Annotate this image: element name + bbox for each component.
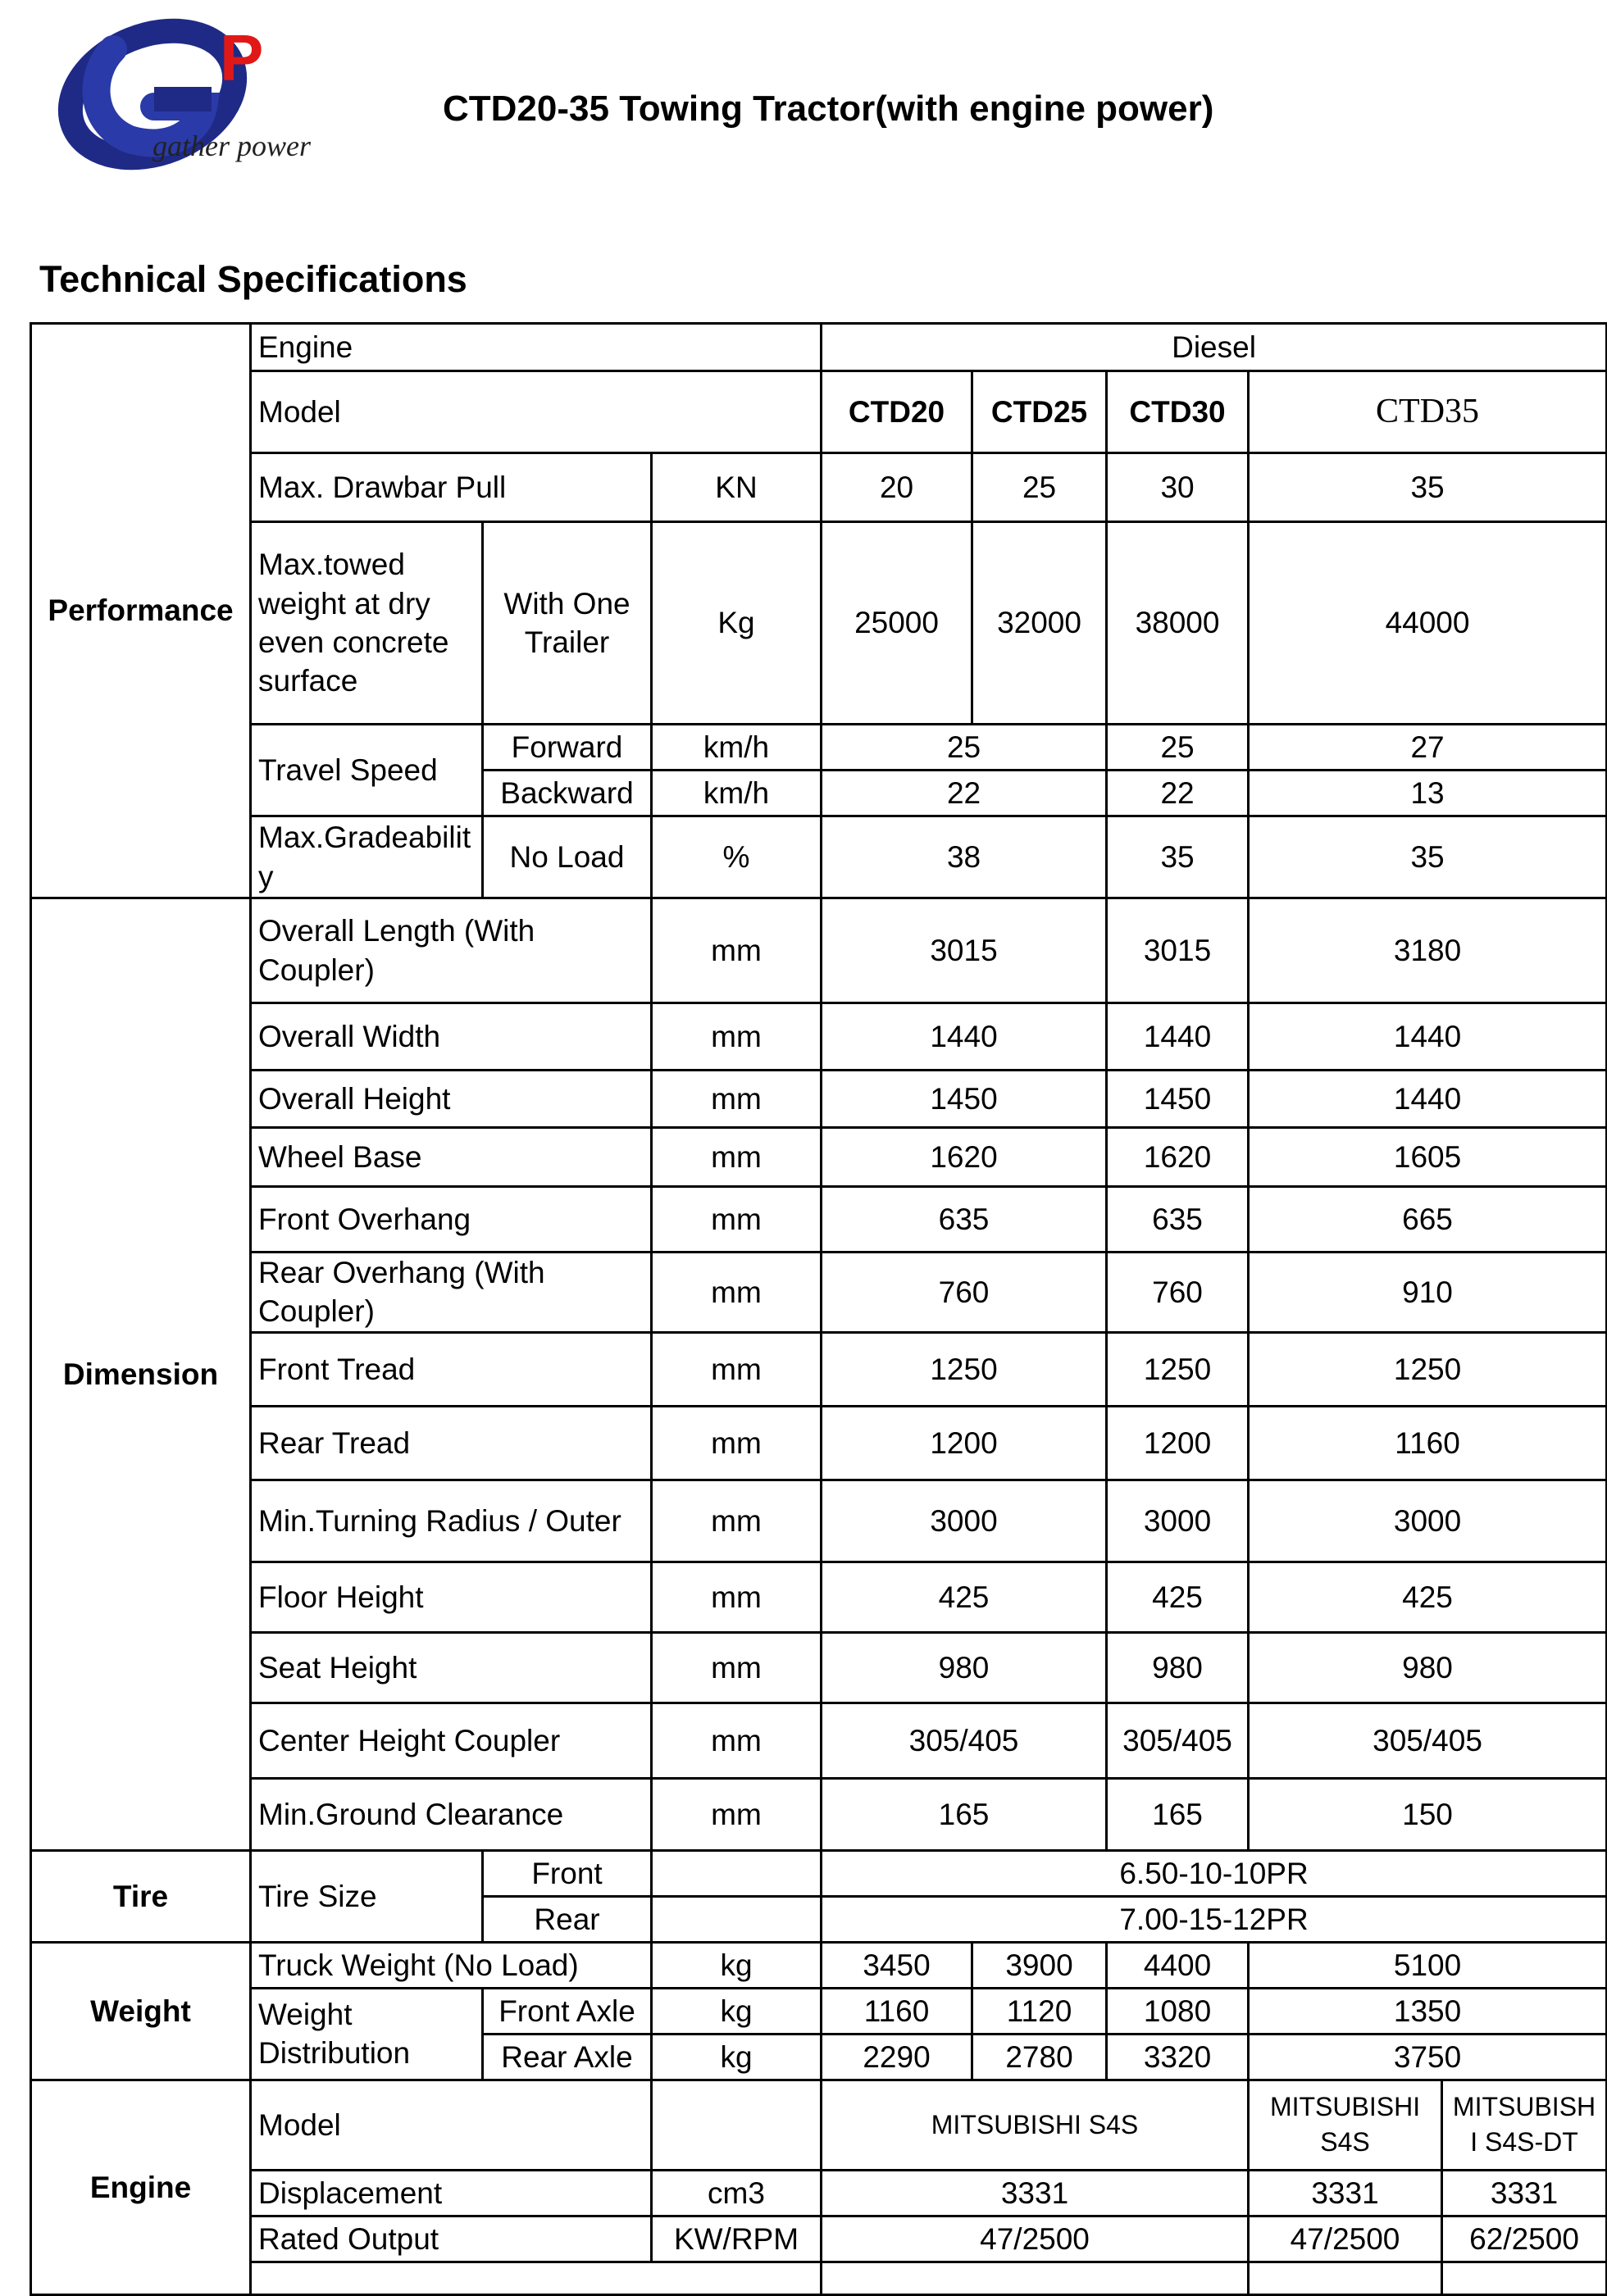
value-cell: 47/2500 xyxy=(822,2216,1249,2262)
dimension-label: Center Height Coupler xyxy=(251,1703,652,1778)
value-cell: 1250 xyxy=(1107,1332,1249,1406)
value-cell: 47/2500 xyxy=(1249,2216,1442,2262)
empty-cell xyxy=(1442,2262,1607,2294)
table-row xyxy=(31,324,1607,371)
truck-weight-unit: kg xyxy=(652,1942,822,1988)
empty-cell xyxy=(1249,2262,1442,2294)
engine-model-label: Model xyxy=(251,2080,652,2170)
table-row xyxy=(31,1128,1607,1187)
value-cell: 1450 xyxy=(822,1071,1107,1128)
dimension-label: Rear Tread xyxy=(251,1406,652,1480)
dimension-unit: mm xyxy=(652,1632,822,1703)
dimension-label: Overall Height xyxy=(251,1071,652,1128)
value-cell: 1120 xyxy=(972,1988,1107,2034)
dimension-unit: mm xyxy=(652,1480,822,1562)
model-ctd25: CTD25 xyxy=(972,371,1107,453)
value-cell: 2290 xyxy=(822,2034,972,2080)
dimension-unit: mm xyxy=(652,1128,822,1187)
table-row xyxy=(31,2170,1607,2216)
forward-unit: km/h xyxy=(652,725,822,771)
section-label-weight: Weight xyxy=(31,1942,251,2080)
rated-output-unit: KW/RPM xyxy=(652,2216,822,2262)
value-cell: 22 xyxy=(1107,771,1249,816)
value-cell: 1200 xyxy=(1107,1406,1249,1480)
dimension-unit: mm xyxy=(652,1071,822,1128)
table-row xyxy=(31,1703,1607,1778)
forward-label: Forward xyxy=(483,725,652,771)
value-cell: 425 xyxy=(822,1562,1107,1632)
value-cell: 62/2500 xyxy=(1442,2216,1607,2262)
tire-front-label: Front xyxy=(483,1850,652,1896)
value-cell: 35 xyxy=(1249,453,1607,522)
engine-type-value: Diesel xyxy=(822,324,1607,371)
table-row xyxy=(31,898,1607,1003)
dimension-unit: mm xyxy=(652,1778,822,1850)
table-row xyxy=(31,1632,1607,1703)
value-cell: 425 xyxy=(1107,1562,1249,1632)
dimension-unit: mm xyxy=(652,1187,822,1253)
logo-tagline: gather power xyxy=(153,130,311,162)
value-cell: 1080 xyxy=(1107,1988,1249,2034)
dimension-unit: mm xyxy=(652,1332,822,1406)
svg-text:P: P xyxy=(220,21,264,94)
table-row xyxy=(31,1406,1607,1480)
value-cell: 980 xyxy=(1249,1632,1607,1703)
value-cell: 13 xyxy=(1249,771,1607,816)
gradeability-label: Max.Gradeability xyxy=(251,816,483,898)
value-cell: 425 xyxy=(1249,1562,1607,1632)
backward-unit: km/h xyxy=(652,771,822,816)
dimension-unit: mm xyxy=(652,1562,822,1632)
value-cell: 32000 xyxy=(972,522,1107,725)
model-ctd20: CTD20 xyxy=(822,371,972,453)
value-cell: 3000 xyxy=(1249,1480,1607,1562)
value-cell: 25 xyxy=(972,453,1107,522)
value-cell: 305/405 xyxy=(822,1703,1107,1778)
dimension-label: Min.Ground Clearance xyxy=(251,1778,652,1850)
dimension-label: Seat Height xyxy=(251,1632,652,1703)
empty-cell xyxy=(652,2080,822,2170)
weight-distribution-label: Weight Distribution xyxy=(251,1988,483,2080)
dimension-label: Overall Length (With Coupler) xyxy=(251,898,652,1003)
table-row xyxy=(31,1778,1607,1850)
gradeability-unit: % xyxy=(652,816,822,898)
value-cell: 165 xyxy=(1107,1778,1249,1850)
dimension-label: Floor Height xyxy=(251,1562,652,1632)
value-cell: 20 xyxy=(822,453,972,522)
dimension-label: Wheel Base xyxy=(251,1128,652,1187)
value-cell: 4400 xyxy=(1107,1942,1249,1988)
value-cell: 3900 xyxy=(972,1942,1107,1988)
value-cell: 25 xyxy=(822,725,1107,771)
value-cell: 1440 xyxy=(822,1003,1107,1071)
table-row xyxy=(31,1003,1607,1071)
dimension-label: Front Overhang xyxy=(251,1187,652,1253)
table-row xyxy=(31,2216,1607,2262)
table-row xyxy=(31,1071,1607,1128)
value-cell: 980 xyxy=(822,1632,1107,1703)
value-cell: 1250 xyxy=(1249,1332,1607,1406)
value-cell: 27 xyxy=(1249,725,1607,771)
table-row xyxy=(31,1187,1607,1253)
dimension-unit: mm xyxy=(652,1003,822,1071)
value-cell: 305/405 xyxy=(1249,1703,1607,1778)
value-cell: 635 xyxy=(1107,1187,1249,1253)
table-row xyxy=(31,1480,1607,1562)
value-cell: 3450 xyxy=(822,1942,972,1988)
value-cell: 1605 xyxy=(1249,1128,1607,1187)
value-cell: 910 xyxy=(1249,1253,1607,1333)
value-cell: 150 xyxy=(1249,1778,1607,1850)
displacement-unit: cm3 xyxy=(652,2170,822,2216)
section-label-performance: Performance xyxy=(31,324,251,898)
empty-cell xyxy=(251,2262,822,2294)
gradeability-condition: No Load xyxy=(483,816,652,898)
value-cell: 38000 xyxy=(1107,522,1249,725)
company-logo xyxy=(56,16,318,172)
tire-rear-label: Rear xyxy=(483,1896,652,1942)
tire-front-value: 6.50-10-10PR xyxy=(822,1850,1607,1896)
value-cell: 3331 xyxy=(1249,2170,1442,2216)
dimension-section xyxy=(31,898,1607,1851)
value-cell: 1620 xyxy=(1107,1128,1249,1187)
rear-axle-unit: kg xyxy=(652,2034,822,2080)
value-cell: 35 xyxy=(1249,816,1607,898)
value-cell: 1450 xyxy=(1107,1071,1249,1128)
table-row xyxy=(31,1332,1607,1406)
value-cell: 665 xyxy=(1249,1187,1607,1253)
value-cell: 35 xyxy=(1107,816,1249,898)
drawbar-pull-unit: KN xyxy=(652,453,822,522)
value-cell: 1200 xyxy=(822,1406,1107,1480)
dimension-label: Overall Width xyxy=(251,1003,652,1071)
value-cell: 3015 xyxy=(1107,898,1249,1003)
front-axle-label: Front Axle xyxy=(483,1988,652,2034)
table-row xyxy=(31,453,1607,522)
dimension-unit: mm xyxy=(652,1703,822,1778)
value-cell: 635 xyxy=(822,1187,1107,1253)
value-cell: 30 xyxy=(1107,453,1249,522)
dimension-unit: mm xyxy=(652,1406,822,1480)
backward-label: Backward xyxy=(483,771,652,816)
towed-weight-label: Max.towed weight at dry even concrete surface xyxy=(251,522,483,725)
value-cell: 3320 xyxy=(1107,2034,1249,2080)
front-axle-unit: kg xyxy=(652,1988,822,2034)
value-cell: 5100 xyxy=(1249,1942,1607,1988)
value-cell: 760 xyxy=(822,1253,1107,1333)
table-row xyxy=(31,1562,1607,1632)
engine-model-value: MITSUBISHI S4S xyxy=(822,2080,1249,2170)
value-cell: 1440 xyxy=(1249,1003,1607,1071)
value-cell: 1160 xyxy=(1249,1406,1607,1480)
section-label-tire: Tire xyxy=(31,1850,251,1942)
value-cell: 3000 xyxy=(822,1480,1107,1562)
dimension-unit: mm xyxy=(652,1253,822,1333)
document-title: CTD20-35 Towing Tractor(with engine power) xyxy=(443,89,1214,129)
table-row xyxy=(31,2262,1607,2294)
value-cell: 165 xyxy=(822,1778,1107,1850)
value-cell: 22 xyxy=(822,771,1107,816)
table-row xyxy=(31,1253,1607,1333)
empty-cell xyxy=(652,1896,822,1942)
empty-cell xyxy=(822,2262,1249,2294)
rated-output-label: Rated Output xyxy=(251,2216,652,2262)
tire-rear-value: 7.00-15-12PR xyxy=(822,1896,1607,1942)
value-cell: 1160 xyxy=(822,1988,972,2034)
value-cell: 3000 xyxy=(1107,1480,1249,1562)
table-row xyxy=(31,1988,1607,2034)
value-cell: 3015 xyxy=(822,898,1107,1003)
engine-model-value: MITSUBISHI S4S xyxy=(1249,2080,1442,2170)
section-label-dimension: Dimension xyxy=(31,898,251,1851)
towed-weight-condition: With One Trailer xyxy=(483,522,652,725)
model-label: Model xyxy=(251,371,822,453)
drawbar-pull-label: Max. Drawbar Pull xyxy=(251,453,652,522)
model-ctd30: CTD30 xyxy=(1107,371,1249,453)
value-cell: 3331 xyxy=(1442,2170,1607,2216)
value-cell: 305/405 xyxy=(1107,1703,1249,1778)
towed-weight-unit: Kg xyxy=(652,522,822,725)
dimension-label: Min.Turning Radius / Outer xyxy=(251,1480,652,1562)
table-row xyxy=(31,371,1607,453)
value-cell: 25 xyxy=(1107,725,1249,771)
dimension-unit: mm xyxy=(652,898,822,1003)
specifications-table xyxy=(30,322,1607,2296)
rear-axle-label: Rear Axle xyxy=(483,2034,652,2080)
value-cell: 25000 xyxy=(822,522,972,725)
value-cell: 980 xyxy=(1107,1632,1249,1703)
empty-cell xyxy=(652,1850,822,1896)
engine-type-label: Engine xyxy=(251,324,822,371)
value-cell: 38 xyxy=(822,816,1107,898)
dimension-label: Rear Overhang (With Coupler) xyxy=(251,1253,652,1333)
displacement-label: Displacement xyxy=(251,2170,652,2216)
section-title: Technical Specifications xyxy=(39,258,467,300)
value-cell: 1350 xyxy=(1249,1988,1607,2034)
value-cell: 3180 xyxy=(1249,898,1607,1003)
value-cell: 1620 xyxy=(822,1128,1107,1187)
value-cell: 44000 xyxy=(1249,522,1607,725)
travel-speed-label: Travel Speed xyxy=(251,725,483,816)
table-row xyxy=(31,522,1607,725)
table-row xyxy=(31,816,1607,898)
table-row xyxy=(31,2080,1607,2170)
table-row xyxy=(31,725,1607,771)
value-cell: 760 xyxy=(1107,1253,1249,1333)
value-cell: 2780 xyxy=(972,2034,1107,2080)
engine-model-value: MITSUBISHI S4S-DT xyxy=(1442,2080,1607,2170)
truck-weight-label: Truck Weight (No Load) xyxy=(251,1942,652,1988)
model-ctd35: CTD35 xyxy=(1249,371,1607,453)
tire-size-label: Tire Size xyxy=(251,1850,483,1942)
value-cell: 1440 xyxy=(1249,1071,1607,1128)
dimension-label: Front Tread xyxy=(251,1332,652,1406)
value-cell: 1250 xyxy=(822,1332,1107,1406)
table-row xyxy=(31,1850,1607,1896)
value-cell: 1440 xyxy=(1107,1003,1249,1071)
section-label-engine: Engine xyxy=(31,2080,251,2294)
table-row xyxy=(31,1942,1607,1988)
value-cell: 3331 xyxy=(822,2170,1249,2216)
value-cell: 3750 xyxy=(1249,2034,1607,2080)
